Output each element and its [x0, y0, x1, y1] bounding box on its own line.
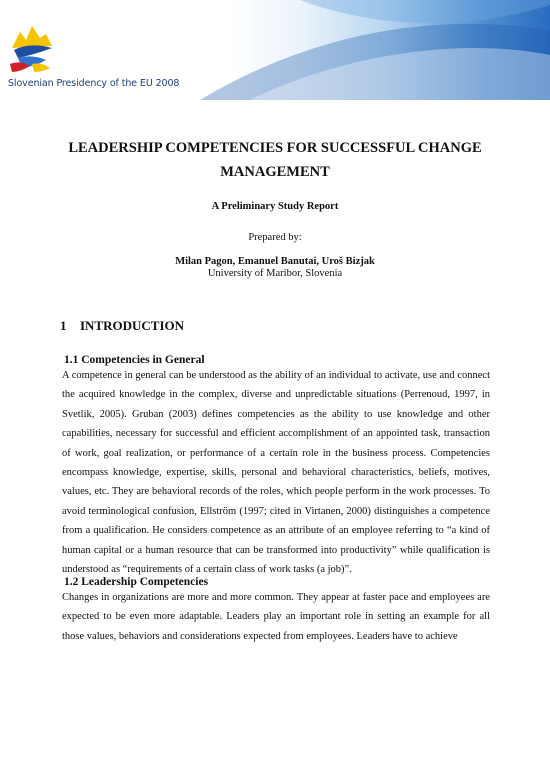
- presidency-text: Slovenian Presidency of the EU 2008: [8, 78, 180, 89]
- header-banner: [0, 0, 550, 100]
- eu-presidency-logo: [6, 14, 61, 74]
- document-title: LEADERSHIP COMPETENCIES FOR SUCCESSFUL CHANGE MANAGEMENT: [68, 140, 482, 180]
- subsection-heading-leadership: 1.2 Leadership Competencies: [64, 576, 209, 588]
- affiliation: University of Maribor, Slovenia: [207, 268, 343, 279]
- document-subtitle: A Preliminary Study Report: [211, 201, 339, 212]
- section-heading: [62, 318, 184, 334]
- paragraph-leadership: Changes in organizations are more and more common. They appear at faster pace and employees are expected to be even more adaptable. Leaders play an important role in setting an example for all those values, behaviors and considerations expected from employees. Leaders have to achieve: [62, 592, 490, 642]
- subsection-heading-competencies: 1.1 Competencies in General: [64, 354, 205, 366]
- authors: Milan Pagon, Emanuel Banutai, Uroš Bizjak: [175, 256, 375, 267]
- paragraph-competencies: A competence in general can be understood as the ability of an individual to activate, use and connect the acquired knowledge in the complex, diverse and unpredictable situations (Perrenoud, 1997, in Svetlik, 2005). Gruban (2003) defines competencies as the ability to use knowledge and other capabilities, necessary for successful and efficient accomplishment of an appointed task, transaction of work, goal realization, or performance of a certain role in the business process. Competencies encompass knowledge, expertise, skills, personal and behavioral characteristics, beliefs, motives, values, etc. They are behavioral records of the roles, which people perform in the work processes. To avoid terminological confusion, Ellström (1997; cited in Virtanen, 2000) distinguishes a competence from a qualification. He considers competence as an attribute of an employee referring to “a kind of human capital or a human resource that can be transformed into productivity” while qualification is understood as “requirements of a certain class of work tasks (a job)”.: [62, 370, 490, 576]
- prepared-by-label: Prepared by:: [248, 232, 302, 243]
- section-number: 1: [60, 318, 67, 333]
- section-title: INTRODUCTION: [80, 318, 185, 333]
